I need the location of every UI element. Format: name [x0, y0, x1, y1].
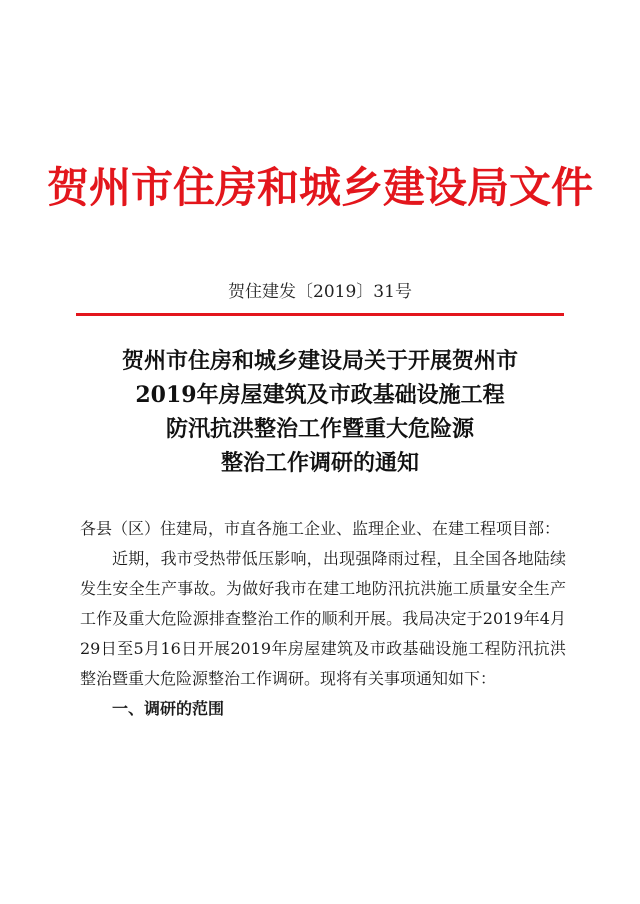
notice-title	[0, 344, 640, 480]
notice-title-line-2: 2019年房屋建筑及市政基础设施工程	[135, 382, 505, 408]
document-number: 贺住建发〔2019〕31号	[228, 282, 412, 302]
notice-title-line-3: 防汛抗洪整治工作暨重大危险源	[165, 416, 474, 442]
body-paragraph-1: 近期，我市受热带低压影响，出现强降雨过程，且全国各地陆续发生安全生产事故。为做好我市在建工地防汛抗洪施工质量安全生产工作及重大危险源排查整治工作的顺利开展。我局决定于2019年4月29日至5月16日开展2019年房屋建筑及市政基础设施工程防汛抗洪整治暨重大危险源整治工作调研。现将有关事项通知如下：	[80, 549, 566, 688]
addressee: 各县（区）住建局，市直各施工企业、监理企业、在建工程项目部：	[80, 519, 561, 538]
notice-title-line-1: 贺州市住房和城乡建设局关于开展贺州市	[121, 348, 518, 374]
header-red-divider	[76, 313, 564, 316]
section-heading-1: 一、调研的范围	[112, 699, 225, 718]
document-header-title: 贺州市住房和城乡建设局文件	[46, 163, 593, 212]
notice-title-line-4: 整治工作调研的通知	[220, 450, 419, 476]
notice-body	[80, 514, 566, 724]
